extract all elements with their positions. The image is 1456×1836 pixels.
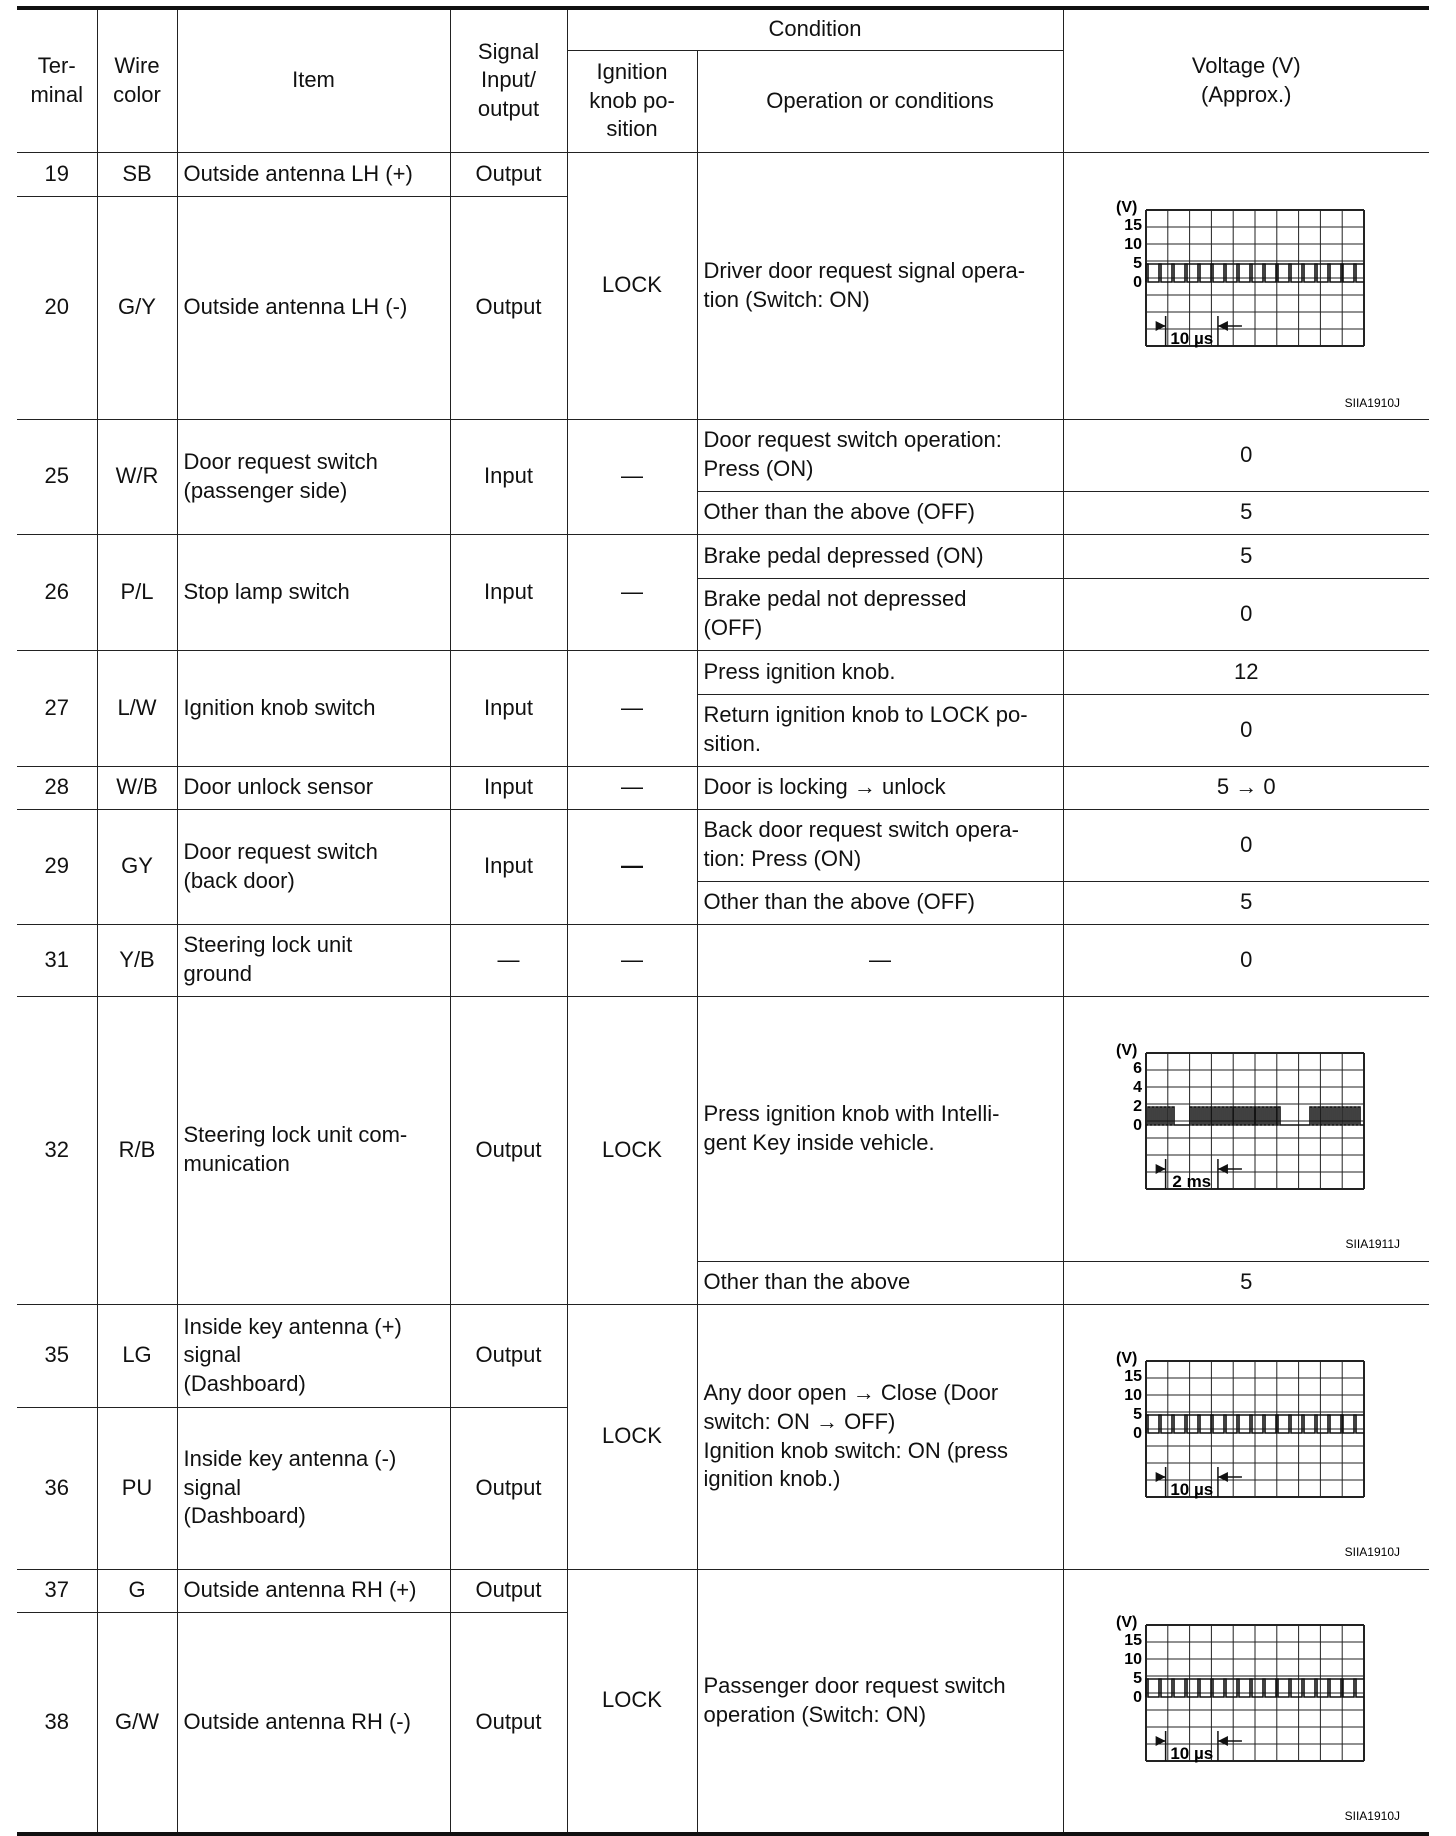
voltage-cell: 5: [1063, 1261, 1429, 1304]
header-voltage: Voltage (V) (Approx.): [1063, 8, 1429, 152]
time-scale-label: 10 µs: [1169, 1743, 1213, 1763]
y-tick-label: 6: [1132, 1059, 1142, 1077]
item-cell: Steering lock unit ground: [177, 924, 450, 996]
header-signal: Signal Input/ output: [450, 8, 567, 152]
voltage-waveform-cell: [1063, 1569, 1429, 1834]
wire-color-cell: GY: [97, 809, 177, 924]
wire-color-cell: R/B: [97, 996, 177, 1304]
terminal-cell: 31: [17, 924, 97, 996]
ignition-cell: LOCK: [567, 996, 697, 1304]
figure-code: SIIA1910J: [1344, 1808, 1400, 1823]
header-condition: Condition: [567, 8, 1063, 50]
signal-cell: Output: [450, 196, 567, 419]
operation-cell: Any door open → Close (Door switch: ON → OFF) Ignition knob switch: ON (press ignition knob.): [697, 1304, 1063, 1569]
signal-cell: Input: [450, 766, 567, 809]
voltage-cell: 5: [1063, 491, 1429, 534]
item-cell: Door unlock sensor: [177, 766, 450, 809]
operation-cell: Return ignition knob to LOCK po- sition.: [697, 694, 1063, 766]
voltage-cell: 0: [1063, 419, 1429, 491]
item-cell: Ignition knob switch: [177, 650, 450, 766]
y-tick-label: 0: [1132, 273, 1142, 291]
operation-cell: Brake pedal depressed (ON): [697, 534, 1063, 578]
item-cell: Inside key antenna (+) signal (Dashboard): [177, 1304, 450, 1407]
wire-color-cell: G/W: [97, 1612, 177, 1834]
y-tick-label: 5: [1132, 1669, 1142, 1687]
voltage-cell: 5: [1063, 534, 1429, 578]
wire-color-cell: W/B: [97, 766, 177, 809]
table-row: [17, 924, 1429, 996]
header-operation: Operation or conditions: [697, 50, 1063, 152]
signal-cell: Input: [450, 650, 567, 766]
wire-color-cell: Y/B: [97, 924, 177, 996]
y-tick-label: 15: [1123, 1367, 1142, 1385]
terminal-cell: 25: [17, 419, 97, 534]
waveform-2ms-chart: [1064, 998, 1430, 1260]
y-tick-label: 4: [1132, 1078, 1142, 1096]
y-unit-label: (V): [1115, 198, 1137, 216]
ignition-cell: LOCK: [567, 1569, 697, 1834]
ignition-cell: —: [567, 419, 697, 534]
table-row: [17, 650, 1429, 694]
ignition-cell: —: [567, 766, 697, 809]
item-cell: Outside antenna RH (+): [177, 1569, 450, 1612]
figure-code: SIIA1911J: [1345, 1236, 1400, 1251]
y-tick-label: 2: [1132, 1097, 1142, 1115]
y-tick-label: 15: [1123, 1631, 1142, 1649]
y-tick-label: 15: [1123, 216, 1142, 234]
operation-cell: Back door request switch opera- tion: Press (ON): [697, 809, 1063, 881]
terminal-cell: 19: [17, 152, 97, 196]
voltage-waveform-cell: [1063, 152, 1429, 419]
item-cell: Steering lock unit com- munication: [177, 996, 450, 1304]
y-unit-label: (V): [1115, 1349, 1137, 1367]
figure-code: SIIA1910J: [1344, 395, 1400, 410]
figure-code: SIIA1910J: [1344, 1544, 1400, 1559]
time-scale-label: 10 µs: [1169, 1479, 1213, 1499]
waveform-10us-chart: [1064, 1306, 1430, 1568]
item-cell: Outside antenna RH (-): [177, 1612, 450, 1834]
y-unit-label: (V): [1115, 1041, 1137, 1059]
time-scale-label: 2 ms: [1171, 1171, 1211, 1191]
ignition-cell: —: [567, 809, 697, 924]
y-tick-label: 10: [1123, 1386, 1142, 1404]
item-cell: Inside key antenna (-) signal (Dashboard): [177, 1407, 450, 1569]
voltage-waveform-cell: [1063, 1304, 1429, 1569]
terminal-cell: 28: [17, 766, 97, 809]
signal-cell: Input: [450, 419, 567, 534]
terminal-cell: 36: [17, 1407, 97, 1569]
terminal-cell: 38: [17, 1612, 97, 1834]
signal-cell: Output: [450, 1407, 567, 1569]
item-cell: Stop lamp switch: [177, 534, 450, 650]
table-row: [17, 1304, 1429, 1407]
signal-cell: Output: [450, 1304, 567, 1407]
y-tick-label: 10: [1123, 1650, 1142, 1668]
header-wire-color: Wire color: [97, 8, 177, 152]
table-row: [17, 766, 1429, 809]
wire-color-cell: W/R: [97, 419, 177, 534]
table-row: [17, 809, 1429, 881]
waveform-10us-chart: [1064, 153, 1430, 419]
y-tick-label: 0: [1132, 1116, 1142, 1134]
header-ignition: Ignition knob po- sition: [567, 50, 697, 152]
operation-cell: Brake pedal not depressed (OFF): [697, 578, 1063, 650]
table-row: [17, 419, 1429, 491]
item-cell: Door request switch (passenger side): [177, 419, 450, 534]
operation-cell: Door is locking → unlock: [697, 766, 1063, 809]
wire-color-cell: P/L: [97, 534, 177, 650]
voltage-cell: 0: [1063, 694, 1429, 766]
wire-color-cell: G/Y: [97, 196, 177, 419]
signal-cell: —: [450, 924, 567, 996]
voltage-cell: 12: [1063, 650, 1429, 694]
operation-cell: Passenger door request switch operation (Switch: ON): [697, 1569, 1063, 1834]
operation-cell: Other than the above: [697, 1261, 1063, 1304]
voltage-waveform-cell: [1063, 996, 1429, 1261]
header-row: [17, 8, 1429, 50]
operation-cell: Other than the above (OFF): [697, 881, 1063, 924]
terminal-cell: 35: [17, 1304, 97, 1407]
voltage-cell: 0: [1063, 809, 1429, 881]
voltage-cell: 5: [1063, 881, 1429, 924]
terminal-cell: 32: [17, 996, 97, 1304]
operation-cell: Driver door request signal opera- tion (Switch: ON): [697, 152, 1063, 419]
header-terminal: Ter- minal: [17, 8, 97, 152]
operation-cell: Other than the above (OFF): [697, 491, 1063, 534]
terminal-cell: 27: [17, 650, 97, 766]
ignition-cell: LOCK: [567, 152, 697, 419]
header-item: Item: [177, 8, 450, 152]
y-tick-label: 5: [1132, 254, 1142, 272]
y-tick-label: 0: [1132, 1688, 1142, 1706]
wire-color-cell: SB: [97, 152, 177, 196]
ignition-cell: —: [567, 534, 697, 650]
terminal-reference-table: [17, 6, 1429, 1836]
ignition-cell: —: [567, 650, 697, 766]
y-tick-label: 0: [1132, 1424, 1142, 1442]
terminal-cell: 20: [17, 196, 97, 419]
signal-cell: Output: [450, 152, 567, 196]
wire-color-cell: PU: [97, 1407, 177, 1569]
voltage-cell: 0: [1063, 924, 1429, 996]
item-cell: Outside antenna LH (-): [177, 196, 450, 419]
wire-color-cell: G: [97, 1569, 177, 1612]
operation-cell: —: [697, 924, 1063, 996]
voltage-cell: 5 → 0: [1063, 766, 1429, 809]
wire-color-cell: LG: [97, 1304, 177, 1407]
signal-cell: Output: [450, 1612, 567, 1834]
operation-cell: Press ignition knob with Intelli- gent Key inside vehicle.: [697, 996, 1063, 1261]
terminal-cell: 29: [17, 809, 97, 924]
signal-cell: Input: [450, 809, 567, 924]
operation-cell: Press ignition knob.: [697, 650, 1063, 694]
terminal-cell: 26: [17, 534, 97, 650]
terminal-cell: 37: [17, 1569, 97, 1612]
signal-cell: Output: [450, 1569, 567, 1612]
y-unit-label: (V): [1115, 1613, 1137, 1631]
ignition-cell: LOCK: [567, 1304, 697, 1569]
item-cell: Outside antenna LH (+): [177, 152, 450, 196]
table-row: [17, 1569, 1429, 1612]
table-row: [17, 534, 1429, 578]
waveform-10us-chart: [1064, 1570, 1430, 1832]
time-scale-label: 10 µs: [1169, 328, 1213, 348]
voltage-cell: 0: [1063, 578, 1429, 650]
signal-cell: Input: [450, 534, 567, 650]
ignition-cell: —: [567, 924, 697, 996]
table-row: [17, 996, 1429, 1261]
table-row: [17, 152, 1429, 196]
wire-color-cell: L/W: [97, 650, 177, 766]
signal-cell: Output: [450, 996, 567, 1304]
y-tick-label: 10: [1123, 235, 1142, 253]
item-cell: Door request switch (back door): [177, 809, 450, 924]
y-tick-label: 5: [1132, 1405, 1142, 1423]
operation-cell: Door request switch operation: Press (ON): [697, 419, 1063, 491]
